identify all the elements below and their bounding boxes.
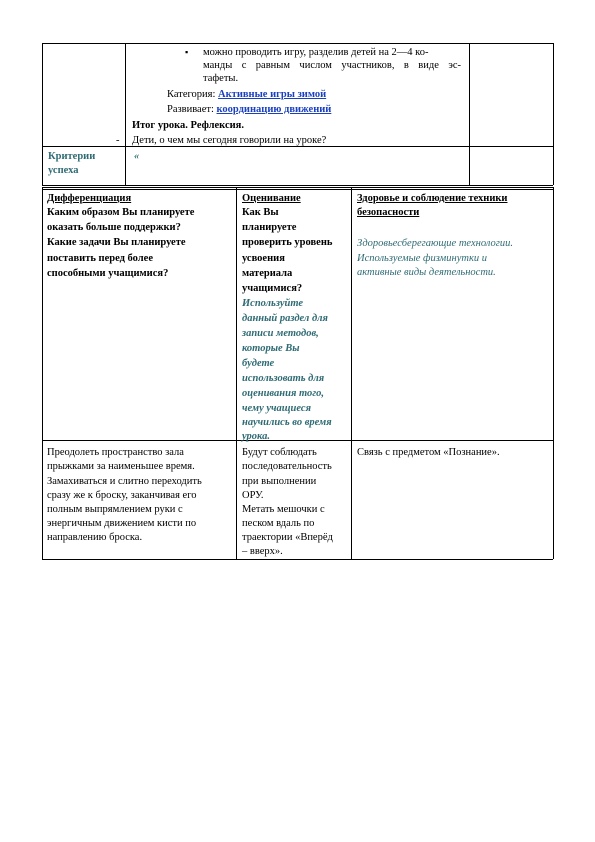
criteria-label-line-1: Критерии: [48, 151, 96, 162]
top-table-col-divider-1: [125, 43, 126, 185]
safety-hint-2: Используемые физминутки и: [357, 253, 487, 264]
assessment-header: Оценивание: [242, 193, 301, 204]
assessment-hint-2: данный раздел для: [242, 313, 328, 324]
question-dash: -: [116, 135, 120, 146]
category-label: Категория:: [167, 89, 219, 100]
bottom-table-border-bottom: [42, 559, 553, 560]
safety-header-line-1: Здоровье и соблюдение техники: [357, 193, 508, 204]
assessment-question-6: учащимися?: [242, 283, 303, 294]
assessment-hint-1: Используйте: [242, 298, 304, 309]
row2-col2-line-5: Метать мешочки с: [242, 504, 325, 515]
assessment-hint-8: чему учащиеся: [242, 403, 311, 414]
top-table-border-bottom: [42, 185, 553, 186]
bottom-table-border-right: [553, 187, 554, 559]
bullet-icon: ▪: [185, 47, 189, 57]
bottom-table-border-left: [42, 187, 43, 559]
differentiation-question-1: Каким образом Вы планируете: [47, 207, 195, 218]
row2-col2-line-3: при выполнении: [242, 476, 317, 487]
row2-col1-line-3: Замахиваться и слитно переходить: [47, 476, 202, 487]
bullet-line-3: тафеты.: [203, 73, 239, 84]
category-line: [167, 88, 326, 101]
row2-col1-line-7: направлению броска.: [47, 532, 143, 543]
bottom-table-border-top: [42, 187, 553, 188]
top-table-border-right: [553, 43, 554, 185]
assessment-question-1: Как Вы: [242, 207, 279, 218]
assessment-hint-4: которые Вы: [242, 343, 300, 354]
assessment-hint-10: урока.: [242, 431, 270, 442]
bottom-table-row-divider: [42, 440, 553, 441]
bullet-line-1: можно проводить игру, разделив детей на 2—4 ко-: [203, 47, 429, 58]
question-text: Дети, о чем мы сегодня говорили на уроке?: [132, 135, 327, 146]
safety-hint-3: активные виды деятельности.: [357, 267, 496, 278]
safety-header-line-2: безопасности: [357, 207, 420, 218]
safety-hint-1: Здоровьесберегающие технологии.: [357, 238, 513, 249]
differentiation-question-5: способными учащимися?: [47, 268, 169, 279]
row2-col1-line-5: полным выпрямлением руки с: [47, 504, 183, 515]
row2-col1-line-6: энергичным движением кисти по: [47, 518, 197, 529]
row2-col2-line-4: ОРУ.: [242, 490, 264, 501]
differentiation-question-2: оказать больше поддержки?: [47, 222, 181, 233]
assessment-hint-7: оценивания того,: [242, 388, 325, 399]
row2-col2-line-1: Будут соблюдать: [242, 447, 317, 458]
differentiation-question-3: Какие задачи Вы планируете: [47, 237, 186, 248]
row2-col2-line-7: траектории «Вперёд: [242, 532, 333, 543]
bottom-table-col-divider-2: [351, 187, 352, 559]
row2-col2-line-2: последовательность: [242, 461, 332, 472]
row2-col2-line-8: – вверх».: [242, 546, 283, 557]
differentiation-header: Дифференциация: [47, 193, 132, 204]
develops-label: Развивает:: [167, 104, 217, 115]
assessment-hint-9: научились во время: [242, 417, 332, 428]
assessment-hint-6: использовать для: [242, 373, 325, 384]
row2-col1-line-2: прыжками за наименьшее время.: [47, 461, 195, 472]
bottom-table-border-top-inner: [42, 189, 553, 190]
differentiation-question-4: поставить перед более: [47, 253, 153, 264]
assessment-hint-3: записи методов,: [242, 328, 319, 339]
row2-col1-line-1: Преодолеть пространство зала: [47, 447, 184, 458]
assessment-question-4: усвоения: [242, 253, 285, 264]
bullet-line-2: манды с равным числом участников, в виде эс-: [203, 60, 461, 71]
top-table-border-left: [42, 43, 43, 185]
assessment-question-3: проверить уровень: [242, 237, 333, 248]
lesson-summary: Итог урока. Рефлексия.: [132, 120, 244, 131]
criteria-label-line-2: успеха: [48, 165, 79, 176]
assessment-hint-5: будете: [242, 358, 275, 369]
develops-link[interactable]: координацию движений: [216, 104, 332, 115]
top-table-col-divider-2: [469, 43, 470, 185]
develops-line: [167, 103, 331, 116]
category-link[interactable]: Активные игры зимой: [218, 89, 327, 100]
top-table-border-top: [42, 43, 553, 44]
criteria-value: «: [134, 151, 140, 162]
assessment-question-5: материала: [242, 268, 293, 279]
row2-col1-line-4: сразу же к броску, заканчивая его: [47, 490, 197, 501]
row2-col2-line-6: песком вдаль по: [242, 518, 315, 529]
bottom-table-col-divider-1: [236, 187, 237, 559]
row2-col3-text: Связь с предметом «Познание».: [357, 447, 500, 458]
assessment-question-2: планируете: [242, 222, 297, 233]
